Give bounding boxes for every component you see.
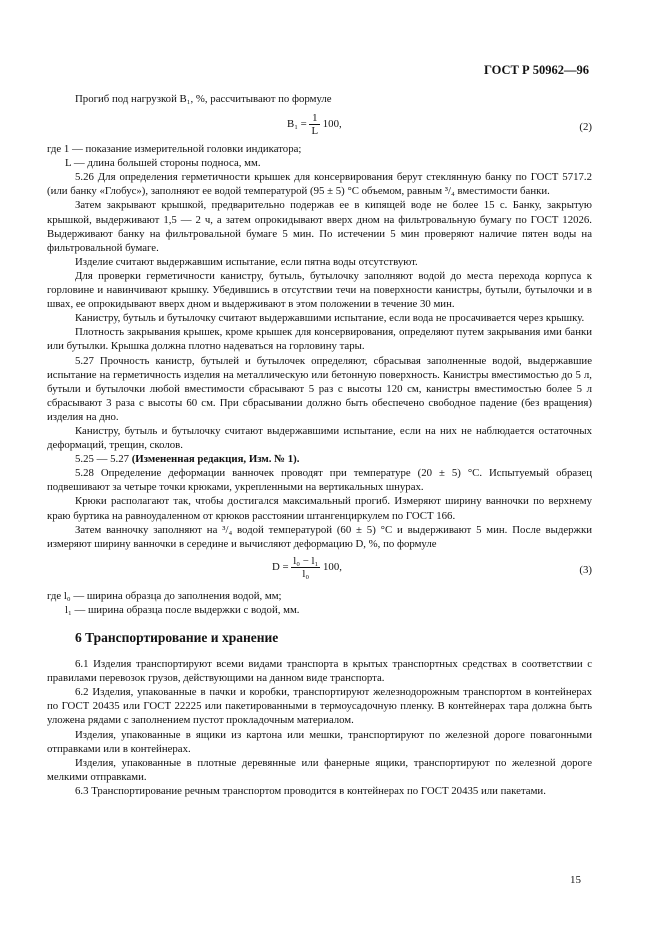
- where-line-2: L — длина большей стороны подноса, мм.: [65, 157, 261, 170]
- formula-3: [47, 555, 592, 589]
- formula-2-numerator: 1: [309, 112, 320, 125]
- page-number: 15: [570, 874, 581, 886]
- amendment-label: (Измененная редакция, Изм. № 1).: [131, 453, 300, 466]
- paragraph-5-26-d: Для проверки герметичности канистру, бутыль, бутылочку заполняют водой до места перехода корпуса к горловине и навинчивают крышку. Убедившись в отсутствии течи на поверхности канистры, бутыли, бутылочки и в швах, ее опрокидывают вверх дном и выдерживают в этом положении в течение 30 мин.: [47, 269, 592, 311]
- paragraph-5-26-b: Затем закрывают крышкой, предварительно подержав ее в кипящей воде не более 15 с. Банку, закрытую крышкой, выдерживают 1,5 — 2 ч, а затем опрокидывают вверх дном на фильтровальную бумагу по ГОСТ 12026. Выдерживают банку на фильтровальной бумаге 5 мин. По истечении 5 мин проверяют наличие пятен воды на фильтровальной бумаге.: [47, 199, 592, 254]
- formula-2-denominator: L: [311, 125, 319, 138]
- formula-3-number: (3): [579, 563, 592, 576]
- paragraph-intro: Прогиб под нагрузкой B₁, %, рассчитывают по формуле: [75, 93, 332, 105]
- formula-2-lhs: B₁ =: [287, 118, 307, 131]
- paragraph-5-28-b: Крюки располагают так, чтобы достигался максимальный прогиб. Измеряют ширину ванночки по верхнему краю буртика на равноудаленном от крюков расстоянии штангенциркулем по ГОСТ 166.: [47, 495, 592, 522]
- document-header: ГОСТ Р 50962—96: [483, 63, 589, 77]
- section-heading-6: 6 Транспортирование и хранение: [75, 630, 279, 645]
- paragraph-5-27-b: Канистру, бутыль и бутылочку считают выдержавшими испытание, если на них не наблюдается остаточных деформаций, трещин, сколов.: [47, 424, 592, 452]
- formula-3-numerator: l₀ − l₁: [293, 554, 319, 567]
- paragraph-6-2-b: Изделия, упакованные в ящики из картона или мешки, транспортируют по железной дороге повагонными отправками или в контейнерах.: [47, 728, 592, 755]
- paragraph-6-2-c: Изделия, упакованные в плотные деревянные или фанерные ящики, транспортируют по железной дороге мелкими отправками.: [47, 756, 592, 783]
- formula-2-number: (2): [579, 121, 592, 134]
- paragraph-5-26-c: Изделие считают выдержавшим испытание, если пятна воды отсутствуют.: [75, 255, 418, 268]
- paragraph-5-26-a: 5.26 Для определения герметичности крышек для консервирования берут стеклянную банку по ГОСТ 5717.2 (или банку «Глобус»), заполняют ее водой температурой (95 ± 5) °С объемом, равным ³/₄ вместимости банки.: [47, 171, 592, 198]
- formula-3-rhs: 100,: [323, 560, 342, 573]
- paragraph-5-26-f: Плотность закрывания крышек, кроме крышек для консервирования, определяют путем закрывания ими банки или бутылки. Крышка должна плотно надеваться на горловину тары.: [47, 326, 592, 353]
- document-body: [47, 92, 592, 798]
- amendment-note: [47, 452, 592, 466]
- formula-2-rhs: 100,: [322, 118, 342, 131]
- where-line-4: l₁ — ширина образца после выдержки с водой, мм.: [65, 603, 300, 616]
- amendment-range: 5.25 — 5.27: [75, 453, 129, 466]
- formula-3-fraction: [291, 555, 320, 580]
- paragraph-5-27-a: 5.27 Прочность канистр, бутылей и бутылочек определяют, сбрасывая заполненные водой, выдержавшие испытание на герметичность изделия на металлическую или бетонную поверхность. Канистры вместимостью до 5 л, бутыли и бутылочки любой вместимости сбрасывают 5 раз с высоты 120 см, канистры вместимостью более 5 л сбрасывают 3 раза с высоты 60 см. При сбрасывании должно быть обеспечено свободное падение (без вращения) изделия на дно.: [47, 354, 592, 423]
- formula-3-denominator: l₀: [302, 567, 310, 580]
- where-line-3: где l₀ — ширина образца до заполнения водой, мм;: [47, 589, 282, 602]
- paragraph-5-28-c: Затем ванночку заполняют на ³/₄ водой температурой (60 ± 5) °С и выдерживают 5 мин. После выдержки измеряют ширину ванночки в середине и вычисляют деформацию D, %, по формуле: [47, 523, 592, 550]
- paragraph-5-26-e: Канистру, бутыль и бутылочку считают выдержавшими испытание, если вода не просачивается через крышку.: [75, 312, 585, 325]
- formula-2: [47, 112, 592, 142]
- paragraph-6-2-a: 6.2 Изделия, упакованные в пачки и коробки, транспортируют железнодорожным транспортом в контейнерах по ГОСТ 20435 или ГОСТ 22225 или пакетированными в термоусадочную пленку. В контейнерах тара должна быть уложена рядами с заполнением пустот прокладочным материалом.: [47, 686, 592, 727]
- paragraph-6-3: 6.3 Транспортирование речным транспортом проводится в контейнерах по ГОСТ 20435 или пакетами.: [75, 784, 546, 797]
- paragraph-5-28-a: 5.28 Определение деформации ванночек проводят при температуре (20 ± 5) °С. Испытуемый образец подвешивают за четыре точки крюками, укрепленными на вертикальных шнурах.: [47, 467, 592, 494]
- where-line-1: где 1 — показание измерительной головки индикатора;: [47, 143, 302, 156]
- paragraph-6-1: 6.1 Изделия транспортируют всеми видами транспорта в крытых транспортных средствах в соответствии с правилами перевозок грузов, действующими на данном виде транспорта.: [47, 658, 592, 685]
- formula-3-lhs: D =: [272, 560, 289, 573]
- formula-2-fraction: [309, 112, 320, 137]
